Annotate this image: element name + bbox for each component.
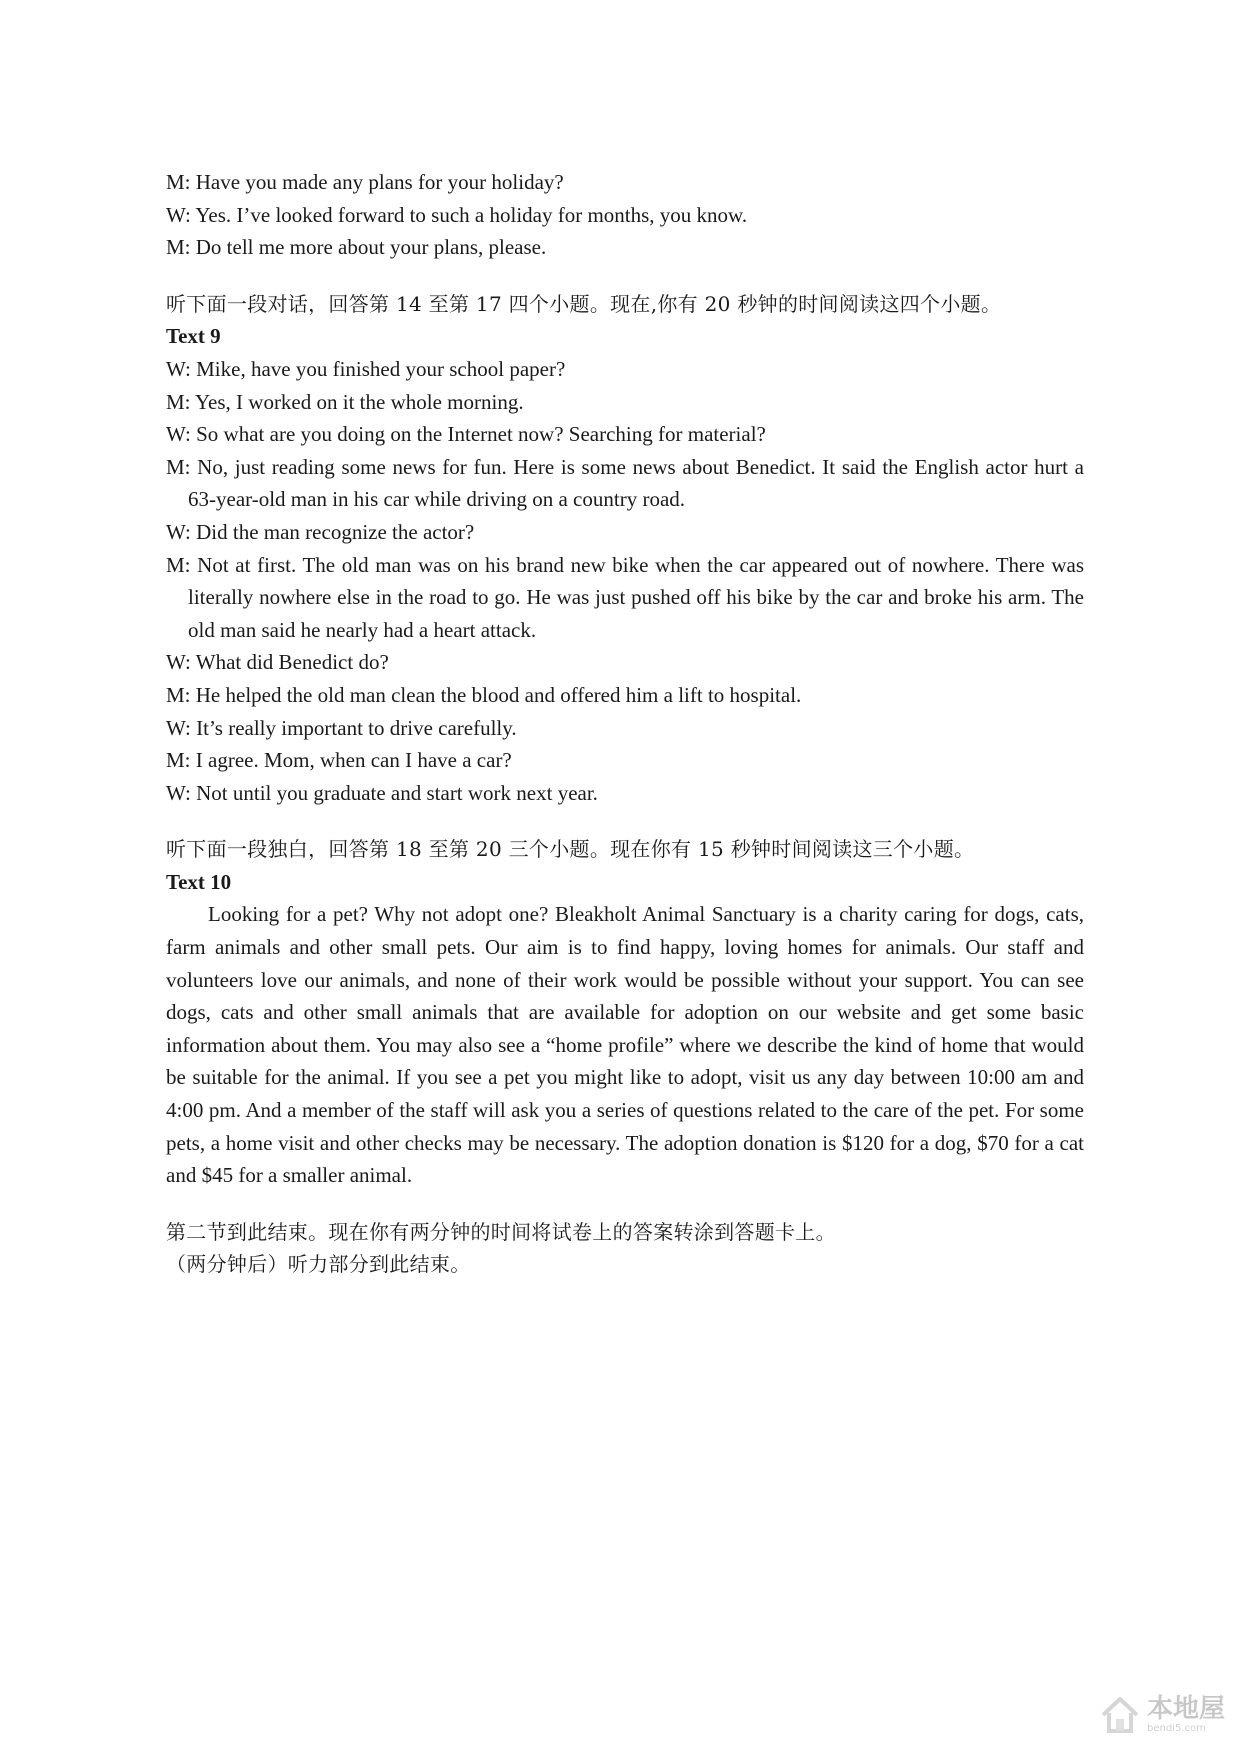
section-text10 [166,833,1084,1192]
dialogue-line: M: Yes, I worked on it the whole morning. [166,389,524,414]
section-heading: Text 9 [166,324,221,349]
dialogue-line: W: It’s really important to drive carefully. [166,715,517,740]
section-text9 [166,288,1084,810]
watermark-text [1147,1696,1225,1734]
section-gap [166,1192,1084,1216]
document-page [166,166,1084,1281]
dialogue-line: M: Do tell me more about your plans, please. [166,235,547,260]
dialogue-line: W: Mike, have you finished your school paper? [166,356,566,381]
section-gap [166,809,1084,833]
section-instruction: 听下面一段独白，回答第 18 至第 20 三个小题。现在你有 15 秒钟时间阅读这三个小题。 [166,837,975,862]
dialogue-line: M: Not at first. The old man was on his brand new bike when the car appeared out of nowhere. There was literally nowhere else in the road to go. He was just pushed off his bike by the car and broke his arm. The old man said he nearly had a heart attack. [166,552,1084,642]
closing-line: 第二节到此结束。现在你有两分钟的时间将试卷上的答案转涂到答题卡上。 [166,1219,836,1244]
section-heading: Text 10 [166,869,232,894]
section-instruction: 听下面一段对话，回答第 14 至第 17 四个小题。现在,你有 20 秒钟的时间阅读这四个小题。 [166,291,1002,316]
dialogue-line: W: Not until you graduate and start work next year. [166,780,598,805]
section-gap [166,264,1084,288]
dialogue-line: W: Yes. I’ve looked forward to such a holiday for months, you know. [166,202,748,227]
dialogue-line: M: No, just reading some news for fun. Here is some news about Benedict. It said the English actor hurt a 63-year-old man in his car while driving on a country road. [166,454,1084,512]
dialogue-line: W: So what are you doing on the Internet now? Searching for material? [166,422,766,447]
house-icon [1099,1694,1141,1736]
dialogue-line: W: Did the man recognize the actor? [166,519,475,544]
monologue-paragraph: Looking for a pet? Why not adopt one? Bleakholt Animal Sanctuary is a charity caring for dogs, cats, farm animals and other small pets. Our aim is to find happy, loving homes for animals. Our staff and volunteers love our animals, and none of their work would be possible without your support. You can see dogs, cats and other small animals that are available for adoption on our website and get some basic information about them. You may also see a “home profile” where we describe the kind of home that would be suitable for the animal. If you see a pet you might like to adopt, visit us any day between 10:00 am and 4:00 pm. And a member of the staff will ask you a series of questions related to the care of the pet. For some pets, a home visit and other checks may be necessary. The adoption donation is $120 for a dog, $70 for a cat and $45 for a smaller animal. [166,902,1084,1188]
dialogue-line: M: He helped the old man clean the blood and offered him a lift to hospital. [166,682,802,707]
site-watermark [1099,1694,1225,1736]
closing-line: （两分钟后）听力部分到此结束。 [166,1252,471,1277]
watermark-domain: bendi5.com [1146,1723,1206,1734]
dialogue-line: M: I agree. Mom, when can I have a car? [166,748,512,773]
closing-notes [166,1216,1084,1281]
dialogue-line: W: What did Benedict do? [166,650,389,675]
dialogue-line: M: Have you made any plans for your holiday? [166,170,564,194]
watermark-brand: 本地屋 [1146,1694,1225,1724]
intro-dialogue [166,166,1084,264]
